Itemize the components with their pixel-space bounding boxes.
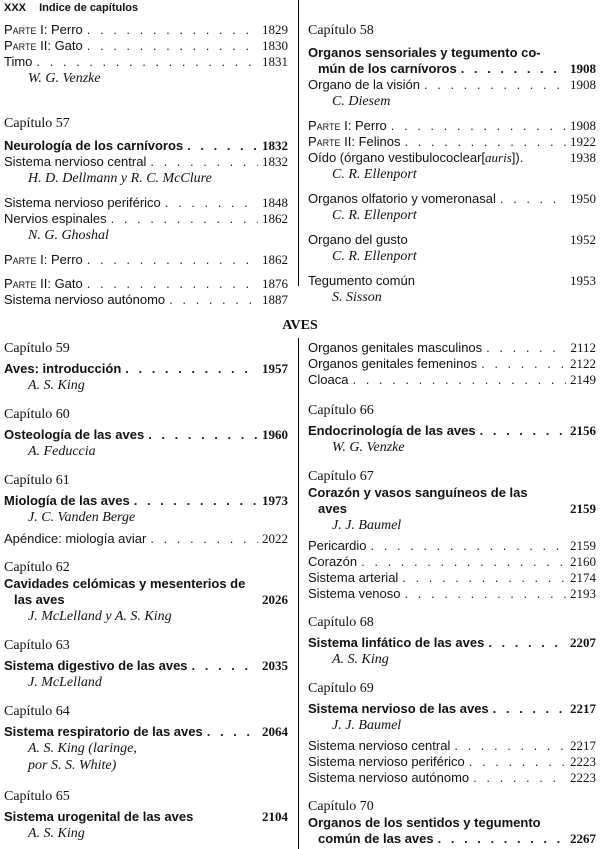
- page-ref: 1960: [262, 427, 288, 442]
- toc-line[interactable]: [308, 191, 596, 207]
- chapter-title[interactable]: [308, 501, 596, 517]
- toc-label: Sistema nervioso autónomo: [4, 292, 166, 307]
- toc-line[interactable]: [4, 38, 288, 54]
- toc-label: I: Perro: [340, 118, 387, 133]
- toc-label: Sistema nervioso periférico: [4, 195, 161, 210]
- author: J. McLelland: [28, 675, 102, 690]
- toc-label: Sistema nervioso de las aves: [308, 701, 489, 716]
- page-ref: 1829: [262, 22, 288, 37]
- page-ref: 2217: [570, 701, 596, 716]
- page-ref: 1908: [570, 77, 596, 92]
- toc-label: I: Perro: [36, 22, 83, 37]
- author: J. C. Vanden Berge: [28, 510, 136, 525]
- page-ref: 1950: [570, 191, 596, 206]
- toc-label: Cloaca: [308, 372, 349, 387]
- chapter-title[interactable]: [308, 831, 596, 847]
- toc-label: Oído (órgano vestibulococlear[: [308, 150, 486, 165]
- page-ref: 2193: [570, 586, 596, 601]
- toc-line[interactable]: [308, 570, 596, 586]
- chapter-title[interactable]: [4, 809, 288, 825]
- page-number: XXX: [4, 2, 27, 14]
- toc-label: Sistema nervioso central: [4, 154, 147, 169]
- chapter-title-line: Corazón y vasos sanguíneos de las: [308, 485, 528, 500]
- page-ref: 2064: [262, 724, 288, 739]
- author: J. J. Baumel: [332, 718, 402, 733]
- author: C. Diesem: [332, 94, 391, 109]
- part-label: Parte: [4, 22, 37, 37]
- toc-label: Osteología de las aves: [4, 427, 145, 442]
- author: C. R. Ellenport: [332, 208, 417, 223]
- author: A. S. King: [28, 826, 85, 841]
- toc-line[interactable]: [308, 118, 596, 134]
- chapter-title[interactable]: [308, 635, 596, 651]
- toc-line[interactable]: [308, 273, 596, 289]
- toc-label: Organos genitales masculinos: [308, 340, 483, 355]
- page-ref: 1876: [262, 276, 288, 291]
- author: W. G. Venzke: [332, 440, 405, 455]
- chapter-heading: Capítulo 57: [4, 116, 70, 131]
- page-ref: 2174: [570, 570, 596, 585]
- toc-label: Sistema linfático de las aves: [308, 635, 485, 650]
- author: H. D. Dellmann y R. C. McClure: [28, 171, 212, 186]
- author: A. Feduccia: [28, 444, 96, 459]
- toc-label: II: Felinos: [340, 134, 401, 149]
- page-ref: 1887: [262, 292, 288, 307]
- chapter-title[interactable]: [4, 592, 288, 608]
- toc-line[interactable]: [308, 738, 596, 754]
- page-ref: 1938: [570, 150, 596, 165]
- page-ref: 2022: [262, 531, 288, 546]
- toc-label: Nervios espinales: [4, 211, 107, 226]
- page-ref: 2104: [262, 809, 288, 824]
- toc-label: Sistema digestivo de las aves: [4, 658, 188, 673]
- page-ref: 2112: [570, 340, 596, 355]
- toc-label: Sistema urogenital de las aves: [4, 809, 194, 824]
- chapter-title[interactable]: [4, 361, 288, 377]
- toc-label: Apéndice: miología aviar: [4, 531, 147, 546]
- chapter-title[interactable]: [4, 493, 288, 509]
- part-label: Parte: [4, 38, 37, 53]
- author: A. S. King: [332, 652, 389, 667]
- chapter-title[interactable]: [308, 423, 596, 439]
- toc-label: II: Gato: [36, 276, 83, 291]
- author: S. Sisson: [332, 290, 382, 305]
- toc-label: Organo del gusto: [308, 232, 408, 247]
- chapter-heading: Capítulo 66: [308, 403, 374, 418]
- toc-label: Pericardio: [308, 538, 367, 553]
- page-ref: 2122: [570, 356, 596, 371]
- page-ref: 1830: [262, 38, 288, 53]
- chapter-title[interactable]: [4, 427, 288, 443]
- toc-label: Miología de las aves: [4, 493, 130, 508]
- toc-label: Organos genitales femeninos: [308, 356, 478, 371]
- toc-line[interactable]: [308, 356, 596, 372]
- chapter-heading: Capítulo 63: [4, 638, 70, 653]
- page-ref: 2160: [570, 554, 596, 569]
- page-ref: 1832: [262, 138, 288, 153]
- author: J. J. Baumel: [332, 518, 402, 533]
- page-ref: 2149: [570, 372, 596, 387]
- toc-label: Neurología de los carnívoros: [4, 138, 184, 153]
- page-title: Indice de capítulos: [39, 2, 139, 14]
- toc-label: Organos olfatorio y vomeronasal: [308, 191, 496, 206]
- author: W. G. Venzke: [28, 71, 101, 86]
- toc-label: I: Perro: [36, 252, 83, 267]
- page-ref: 1908: [570, 61, 596, 76]
- section-title: AVES: [282, 318, 318, 333]
- toc-label: Corazón: [308, 554, 358, 569]
- page-ref: 1862: [262, 211, 288, 226]
- toc-label: Sistema nervioso central: [308, 738, 451, 753]
- page-ref: 1952: [570, 232, 596, 247]
- author: A. S. King: [28, 378, 85, 393]
- part-label: Parte: [4, 252, 37, 267]
- chapter-heading: Capítulo 61: [4, 473, 70, 488]
- latin-term: auris: [485, 150, 512, 165]
- toc-line[interactable]: [4, 276, 288, 292]
- toc-line[interactable]: [308, 754, 596, 770]
- part-label: Parte: [308, 134, 341, 149]
- toc-label: común de las aves: [318, 831, 434, 846]
- page-ref: 2207: [570, 635, 596, 650]
- toc-line[interactable]: [308, 77, 596, 93]
- chapter-title[interactable]: [308, 701, 596, 717]
- toc-label: Organo de la visión: [308, 77, 421, 92]
- page-ref: 1922: [570, 134, 596, 149]
- part-label: Parte: [308, 118, 341, 133]
- page-ref: 1831: [262, 54, 288, 69]
- toc-label: Aves: introducción: [4, 361, 122, 376]
- part-label: Parte: [4, 276, 37, 291]
- toc-label: las aves: [14, 592, 65, 607]
- page-ref: 1953: [570, 273, 596, 288]
- toc-line[interactable]: [308, 150, 596, 166]
- toc-label: II: Gato: [36, 38, 83, 53]
- toc-label: Timo: [4, 54, 33, 69]
- page-ref: 1848: [262, 195, 288, 210]
- chapter-heading: Capítulo 60: [4, 407, 70, 422]
- author: C. R. Ellenport: [332, 167, 417, 182]
- chapter-title[interactable]: [4, 724, 288, 740]
- page-ref: 2267: [570, 831, 596, 846]
- toc-label: Endocrinología de las aves: [308, 423, 476, 438]
- toc-line[interactable]: [308, 586, 596, 602]
- page-ref: 2159: [570, 538, 596, 553]
- chapter-heading: Capítulo 59: [4, 341, 70, 356]
- chapter-heading: Capítulo 62: [4, 560, 70, 575]
- toc-label: Sistema venoso: [308, 586, 401, 601]
- chapter-title[interactable]: [4, 138, 288, 154]
- page-ref: 2217: [570, 738, 596, 753]
- right-column-bottom: [308, 340, 596, 847]
- column-divider-top: [298, 0, 299, 286]
- column-divider-bottom: [298, 338, 299, 849]
- page-ref: 1832: [262, 154, 288, 169]
- toc-line[interactable]: [4, 531, 288, 547]
- toc-label: Sistema arterial: [308, 570, 399, 585]
- page-ref: 1957: [262, 361, 288, 376]
- toc-line[interactable]: [308, 232, 596, 248]
- page-ref: 2223: [570, 754, 596, 769]
- toc-label-end: ]).: [511, 150, 524, 165]
- chapter-heading: Capítulo 70: [308, 799, 374, 814]
- chapter-heading: Capítulo 64: [4, 704, 70, 719]
- toc-line[interactable]: [308, 134, 596, 150]
- page-ref: 2159: [570, 501, 596, 516]
- chapter-heading: Capítulo 68: [308, 615, 374, 630]
- toc-line[interactable]: [4, 195, 288, 211]
- toc-line[interactable]: [308, 770, 596, 786]
- author: A. S. King (laringe,: [28, 741, 137, 756]
- page-ref: 1973: [262, 493, 288, 508]
- page-ref: 1862: [262, 252, 288, 267]
- toc-line[interactable]: [308, 538, 596, 554]
- toc-label: Sistema nervioso periférico: [308, 754, 465, 769]
- toc-line[interactable]: [308, 340, 596, 356]
- page-ref: 1908: [570, 118, 596, 133]
- page-ref: 2223: [570, 770, 596, 785]
- left-column-bottom: [4, 340, 288, 842]
- author: N. G. Ghoshal: [28, 228, 109, 243]
- page-ref: 2035: [262, 658, 288, 673]
- toc-line[interactable]: [4, 22, 288, 38]
- author: J. McLelland y A. S. King: [28, 609, 172, 624]
- chapter-heading: Capítulo 58: [308, 23, 374, 38]
- toc-label: Sistema respiratorio de las aves: [4, 724, 203, 739]
- toc-line[interactable]: [308, 372, 596, 388]
- chapter-title-line: Organos de los sentidos y tegumento: [308, 815, 541, 830]
- page-ref: 2026: [262, 592, 288, 607]
- toc-label: aves: [318, 501, 347, 516]
- toc-label: Sistema nervioso autónomo: [308, 770, 470, 785]
- right-column-top: [308, 22, 596, 306]
- toc-line[interactable]: [4, 252, 288, 268]
- toc-label: mún de los carnívoros: [318, 61, 457, 76]
- toc-line[interactable]: [4, 54, 288, 70]
- chapter-heading: Capítulo 65: [4, 789, 70, 804]
- author-continued: por S. S. White): [28, 758, 117, 773]
- toc-line[interactable]: [4, 154, 288, 170]
- toc-line[interactable]: [308, 554, 596, 570]
- toc-line[interactable]: [4, 292, 288, 308]
- chapter-title-line: Cavidades celómicas y mesenterios de: [4, 576, 246, 591]
- chapter-heading: Capítulo 67: [308, 469, 374, 484]
- toc-line[interactable]: [4, 211, 288, 227]
- page-ref: 2156: [570, 423, 596, 438]
- chapter-title[interactable]: [308, 61, 596, 77]
- chapter-title-line: Organos sensoriales y tegumento co-: [308, 45, 541, 60]
- page-header: [4, 2, 138, 14]
- left-column-top: [4, 22, 288, 308]
- chapter-title[interactable]: [4, 658, 288, 674]
- chapter-heading: Capítulo 69: [308, 681, 374, 696]
- author: C. R. Ellenport: [332, 249, 417, 264]
- toc-label: Tegumento común: [308, 273, 415, 288]
